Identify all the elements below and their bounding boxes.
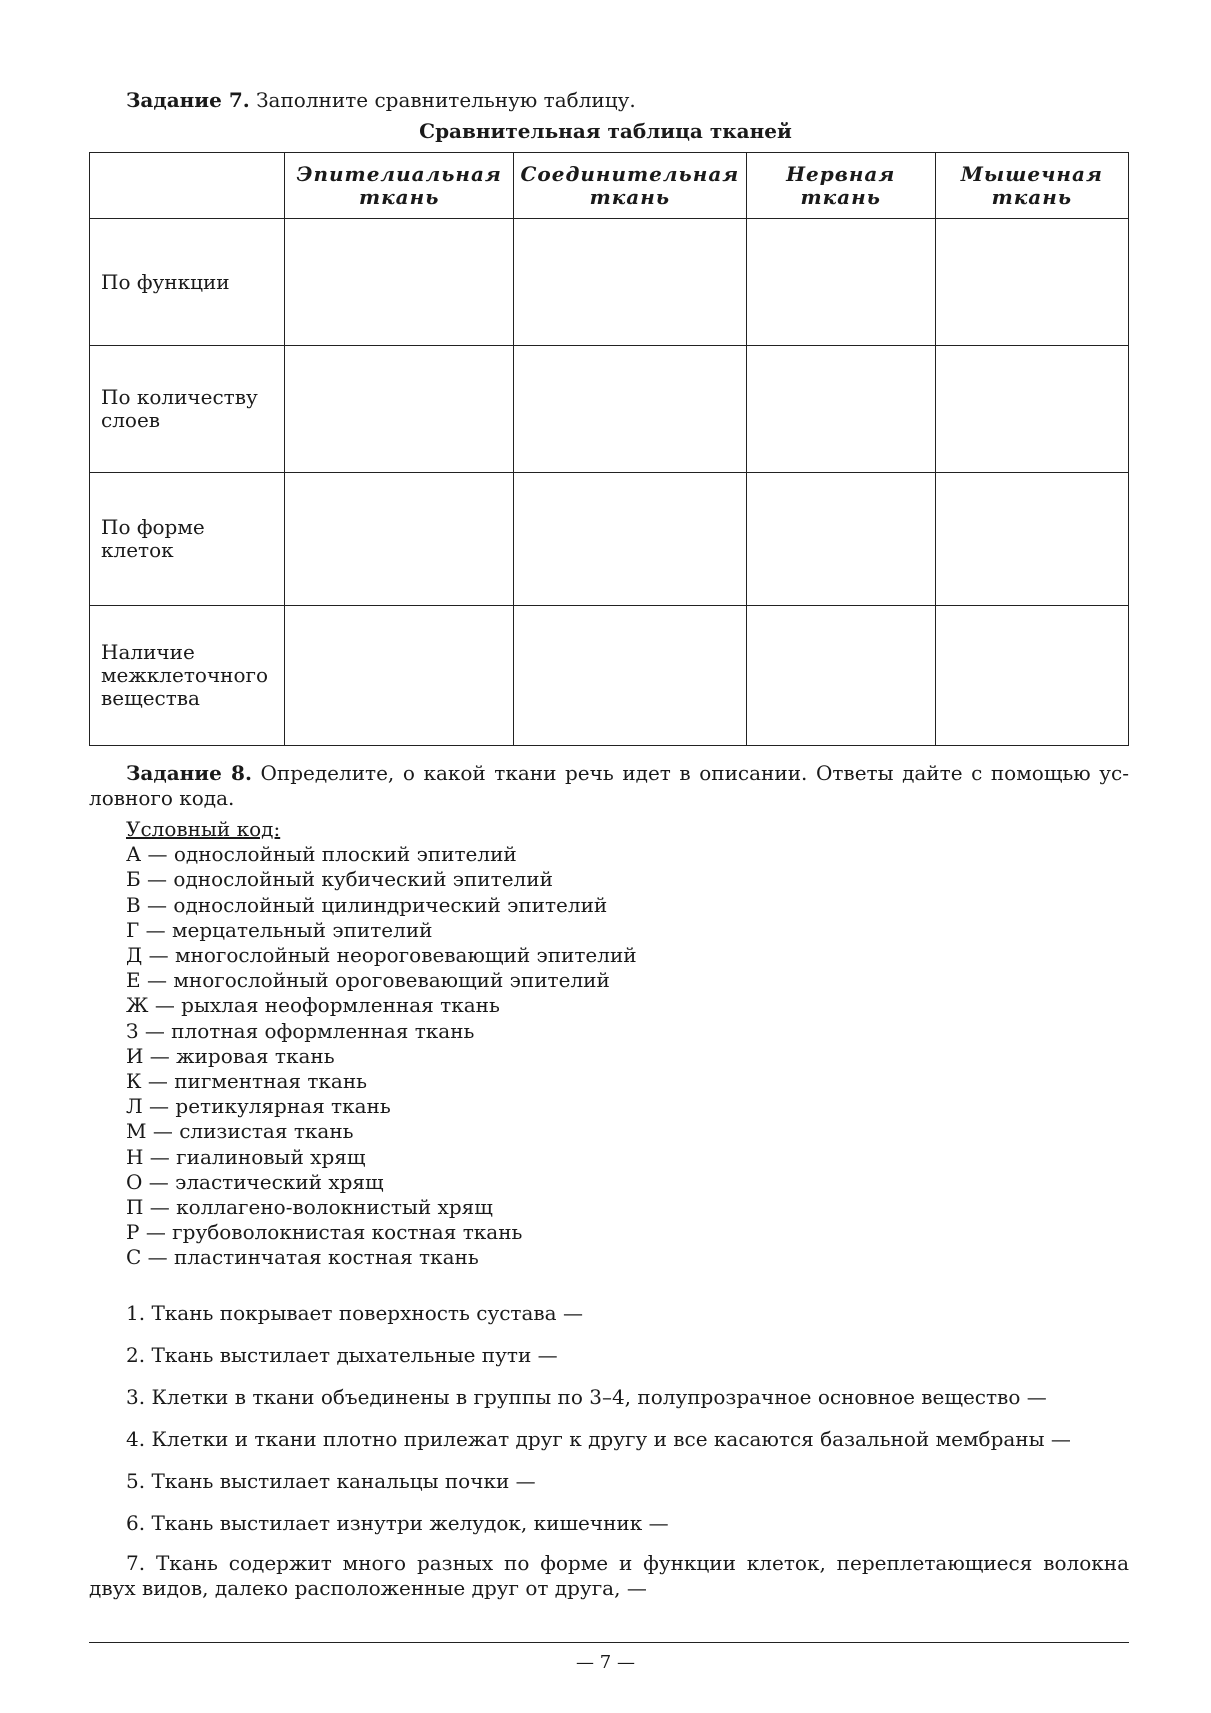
answer-cell[interactable] xyxy=(285,346,513,473)
question-3: 3. Клетки в ткани объединены в группы по 3–4, полупрозрачное основное вещество — xyxy=(126,1385,1047,1409)
row-header-layers: По количеству слоев xyxy=(90,346,285,473)
answer-cell[interactable] xyxy=(285,219,513,346)
page-number: — 7 — xyxy=(576,1652,635,1673)
task8-text: Определите, о какой ткани речь идет в описании. Ответы дайте с помощью ус-ловного кода. xyxy=(89,761,1130,810)
answer-cell[interactable] xyxy=(285,473,513,606)
answer-cell[interactable] xyxy=(746,473,935,606)
tissue-comparison-table xyxy=(89,152,1129,746)
column-header-epithelial: Эпителиальная ткань xyxy=(285,153,513,219)
code-item: И — жировая ткань xyxy=(126,1043,335,1068)
code-item: А — однослойный плоский эпителий xyxy=(126,842,517,867)
code-item: Р — грубоволокнистая костная ткань xyxy=(126,1220,523,1245)
corner-cell xyxy=(90,153,285,219)
table-row-cell-shape xyxy=(90,473,1129,606)
answer-cell[interactable] xyxy=(935,606,1128,746)
code-item: Н — гиалиновый хрящ xyxy=(126,1144,366,1169)
answer-cell[interactable] xyxy=(513,219,746,346)
row-header-cell-shape: По форме клеток xyxy=(90,473,285,606)
question-6: 6. Ткань выстилает изнутри желудок, кишечник — xyxy=(126,1511,669,1535)
answer-cell[interactable] xyxy=(513,346,746,473)
answer-cell[interactable] xyxy=(513,473,746,606)
row-header-function: По функции xyxy=(90,219,285,346)
code-legend xyxy=(126,817,637,1271)
table-title: Сравнительная таблица тканей xyxy=(419,119,792,143)
code-item: В — однослойный цилиндрический эпителий xyxy=(126,892,608,917)
task7-text: Заполните сравнительную таблицу. xyxy=(249,88,636,112)
code-item: Е — многослойный ороговевающий эпителий xyxy=(126,968,610,993)
table-row-intercellular-substance xyxy=(90,606,1129,746)
code-item: Г — мерцательный эпителий xyxy=(126,917,433,942)
answer-cell[interactable] xyxy=(746,219,935,346)
answer-cell[interactable] xyxy=(935,346,1128,473)
code-item: П — коллагено-волокнистый хрящ xyxy=(126,1195,493,1220)
answer-cell[interactable] xyxy=(935,473,1128,606)
answer-cell[interactable] xyxy=(285,606,513,746)
question-2: 2. Ткань выстилает дыхательные пути — xyxy=(126,1343,558,1367)
code-item: З — плотная оформленная ткань xyxy=(126,1018,475,1043)
code-item: С — пластинчатая костная ткань xyxy=(126,1245,479,1270)
code-item: Б — однослойный кубический эпителий xyxy=(126,867,553,892)
answer-cell[interactable] xyxy=(513,606,746,746)
column-header-muscle: Мышечная ткань xyxy=(935,153,1128,219)
code-item: Д — многослойный неороговевающий эпителий xyxy=(126,943,637,968)
code-item: Л — ретикулярная ткань xyxy=(126,1094,391,1119)
code-item: О — эластический хрящ xyxy=(126,1169,384,1194)
answer-cell[interactable] xyxy=(935,219,1128,346)
column-header-nervous: Нервная ткань xyxy=(746,153,935,219)
question-5: 5. Ткань выстилает канальцы почки — xyxy=(126,1469,536,1493)
table-row-function xyxy=(90,219,1129,346)
question-4: 4. Клетки и ткани плотно прилежат друг к другу и все касаются базальной мембраны — xyxy=(126,1427,1071,1451)
question-1: 1. Ткань покрывает поверхность сустава — xyxy=(126,1301,583,1325)
question-7: 7. Ткань содержит много разных по форме и функции клеток, переплетающиеся волокна двух видов, далеко расположенные друг от друга, — xyxy=(89,1551,1129,1600)
answer-cell[interactable] xyxy=(746,346,935,473)
table-header-row xyxy=(90,153,1129,219)
answer-cell[interactable] xyxy=(746,606,935,746)
task7-label: Задание 7. xyxy=(126,88,250,112)
footer-divider xyxy=(89,1642,1129,1643)
table-row-layers xyxy=(90,346,1129,473)
task8-heading xyxy=(89,761,1129,811)
code-item: К — пигментная ткань xyxy=(126,1069,368,1094)
code-item: Ж — рыхлая неоформленная ткань xyxy=(126,993,500,1018)
code-item: М — слизистая ткань xyxy=(126,1119,354,1144)
row-header-intercellular-substance: Наличие межклеточного вещества xyxy=(90,606,285,746)
task7-heading xyxy=(126,88,636,112)
task8-label: Задание 8. xyxy=(126,761,252,785)
code-legend-title: Условный код: xyxy=(126,817,281,841)
column-header-connective: Соединительная ткань xyxy=(513,153,746,219)
